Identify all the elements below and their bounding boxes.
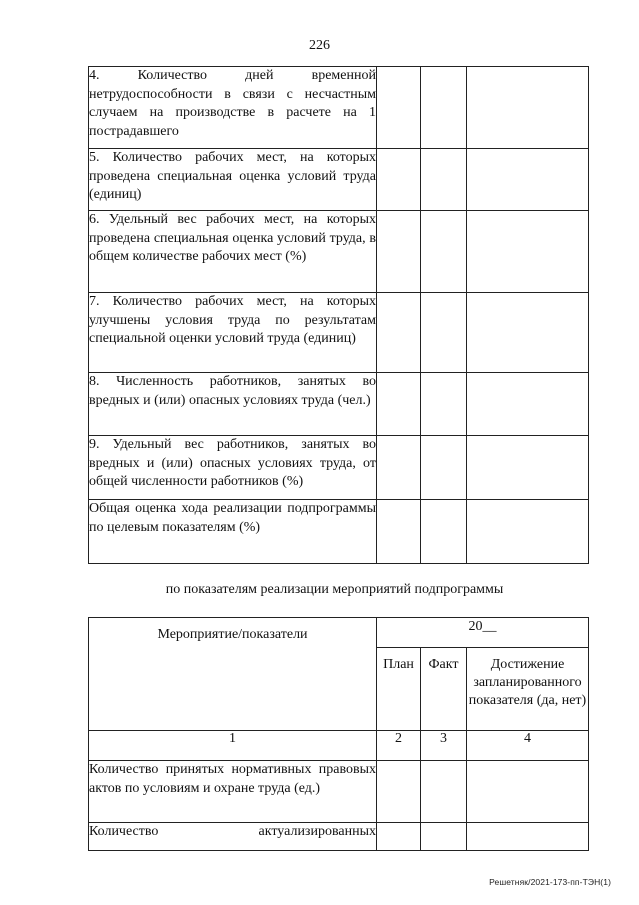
indicator-label: 8. Численность работников, занятых во вредных и (или) опасных условиях труда (чел.) [89,373,377,436]
activity-label: Количество актуализированных [89,823,377,851]
fact-cell [421,500,467,564]
fact-cell [421,149,467,211]
indicator-label: 6. Удельный вес рабочих мест, на которых проведена специальная оценка условий труда, в общем количестве рабочих мест (%) [89,211,377,293]
page-number: 226 [309,38,330,53]
achievement-cell [467,293,589,373]
achievement-cell [467,211,589,293]
plan-cell [377,149,421,211]
achievement-cell [467,373,589,436]
achievement-cell [467,500,589,564]
table-row [89,823,589,851]
table-row [89,436,589,500]
achievement-cell [467,67,589,149]
plan-cell [377,761,421,823]
document-code: Решетняк/2021-173-пп-ТЭН(1) [489,877,611,887]
indicator-label: 4. Количество дней временной нетрудоспособности в связи с несчастным случаем на производстве в расчете на 1 пострадавшего [89,67,377,149]
plan-cell [377,436,421,500]
fact-cell [421,436,467,500]
plan-cell [377,500,421,564]
plan-cell [377,823,421,851]
table-row [89,149,589,211]
achievement-cell [467,761,589,823]
achievement-cell [467,149,589,211]
fact-cell [421,373,467,436]
plan-cell [377,211,421,293]
table-row [89,761,589,823]
header-measure: Мероприятие/показатели [89,618,377,731]
indicator-label: Общая оценка хода реализации подпрограммы по целевым показателям (%) [89,500,377,564]
indicator-label: 5. Количество рабочих мест, на которых проведена специальная оценка условий труда (единиц) [89,149,377,211]
plan-cell [377,373,421,436]
header-row [89,618,589,648]
activities-table [88,617,589,851]
fact-cell [421,293,467,373]
activity-label: Количество принятых нормативных правовых актов по условиям и охране труда (ед.) [89,761,377,823]
column-number: 2 [377,731,421,761]
indicators-table [88,66,589,564]
column-number-row [89,731,589,761]
column-number: 1 [89,731,377,761]
achievement-cell [467,436,589,500]
table-row [89,373,589,436]
fact-cell [421,67,467,149]
table-row [89,293,589,373]
table-row [89,500,589,564]
indicator-label: 9. Удельный вес работников, занятых во вредных и (или) опасных условиях труда, от общей численности работников (%) [89,436,377,500]
header-fact: Факт [421,648,467,731]
table-row [89,211,589,293]
plan-cell [377,67,421,149]
fact-cell [421,823,467,851]
plan-cell [377,293,421,373]
column-number: 3 [421,731,467,761]
header-plan: План [377,648,421,731]
header-achievement: Достижение запланированного показателя (да, нет) [467,648,589,731]
fact-cell [421,761,467,823]
table-row [89,67,589,149]
column-number: 4 [467,731,589,761]
achievement-cell [467,823,589,851]
header-year: 20__ [377,618,589,648]
section-caption: по показателям реализации мероприятий подпрограммы [165,582,504,597]
indicator-label: 7. Количество рабочих мест, на которых улучшены условия труда по результатам специальной оценки условий труда (единиц) [89,293,377,373]
fact-cell [421,211,467,293]
